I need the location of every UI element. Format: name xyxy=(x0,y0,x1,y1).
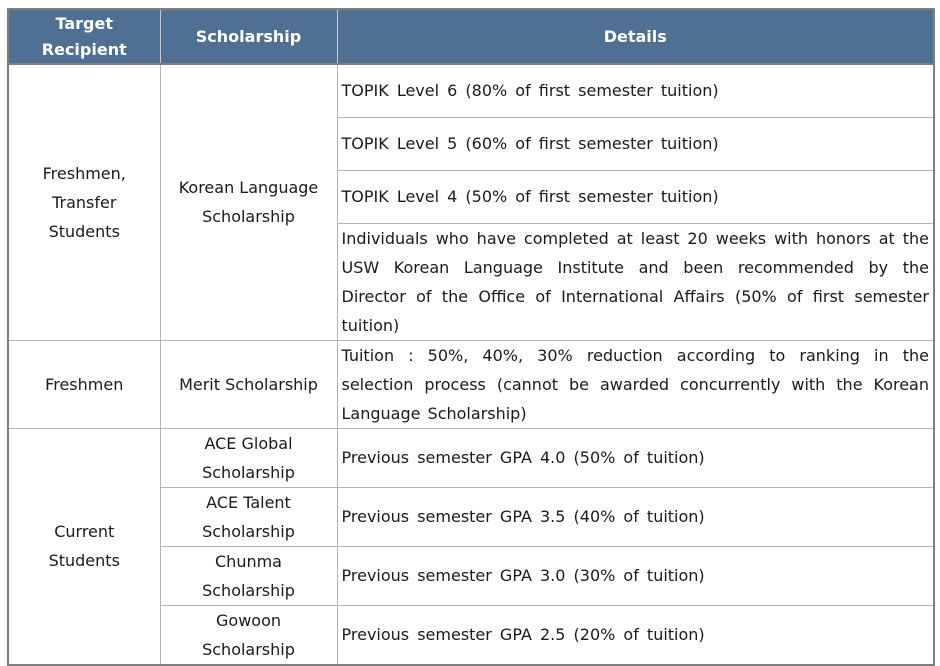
header-scholarship: Scholarship xyxy=(160,9,337,64)
detail-gpa-3-5: Previous semester GPA 3.5 (40% of tuition) xyxy=(337,487,934,546)
table-body xyxy=(8,64,934,665)
header-details: Details xyxy=(337,9,934,64)
scholarship-gowoon-cell xyxy=(160,605,337,665)
scholarship-gowoon: Gowoon Scholarship xyxy=(202,610,295,659)
table-row xyxy=(8,64,934,117)
recipient-cell-freshmen-transfer xyxy=(8,64,160,340)
scholarship-ace-global: ACE Global Scholarship xyxy=(202,433,295,482)
detail-gpa-2-5: Previous semester GPA 2.5 (20% of tuition) xyxy=(337,605,934,665)
detail-topik-6: TOPIK Level 6 (80% of first semester tuition) xyxy=(337,64,934,117)
scholarship-merit: Merit Scholarship xyxy=(160,340,337,428)
detail-topik-4: TOPIK Level 4 (50% of first semester tuition) xyxy=(337,170,934,223)
detail-merit-tuition: Tuition : 50%, 40%, 30% reduction according to ranking in the selection process (cannot be awarded concurrently with the Korean Language Scholarship) xyxy=(337,340,934,428)
recipient-cell-current-students xyxy=(8,428,160,665)
recipient-freshmen: Freshmen xyxy=(8,340,160,428)
scholarship-ace-global-cell xyxy=(160,428,337,487)
scholarship-korean-language: Korean Language Scholarship xyxy=(178,178,319,227)
scholarship-table xyxy=(7,8,935,666)
header-target-recipient-text: Target Recipient xyxy=(41,13,127,59)
scholarship-cell-korean-language xyxy=(160,64,337,340)
header-target-recipient xyxy=(8,9,160,64)
detail-topik-5: TOPIK Level 5 (60% of first semester tuition) xyxy=(337,117,934,170)
recipient-freshmen-transfer: Freshmen, Transfer Students xyxy=(42,163,126,241)
detail-usw-korean-institute: Individuals who have completed at least 20 weeks with honors at the USW Korean Language Institute and been recommended by the Director of the Office of International Affairs (50% of first semester tuition) xyxy=(337,223,934,340)
recipient-current-students: Current Students xyxy=(48,522,120,570)
table-header xyxy=(8,9,934,64)
scholarship-ace-talent: ACE Talent Scholarship xyxy=(202,492,295,541)
table-row xyxy=(8,428,934,487)
detail-gpa-4-0: Previous semester GPA 4.0 (50% of tuition) xyxy=(337,428,934,487)
scholarship-ace-talent-cell xyxy=(160,487,337,546)
scholarship-chunma: Chunma Scholarship xyxy=(202,551,295,600)
table-row xyxy=(8,340,934,428)
header-row xyxy=(8,9,934,64)
detail-gpa-3-0: Previous semester GPA 3.0 (30% of tuition) xyxy=(337,546,934,605)
scholarship-chunma-cell xyxy=(160,546,337,605)
